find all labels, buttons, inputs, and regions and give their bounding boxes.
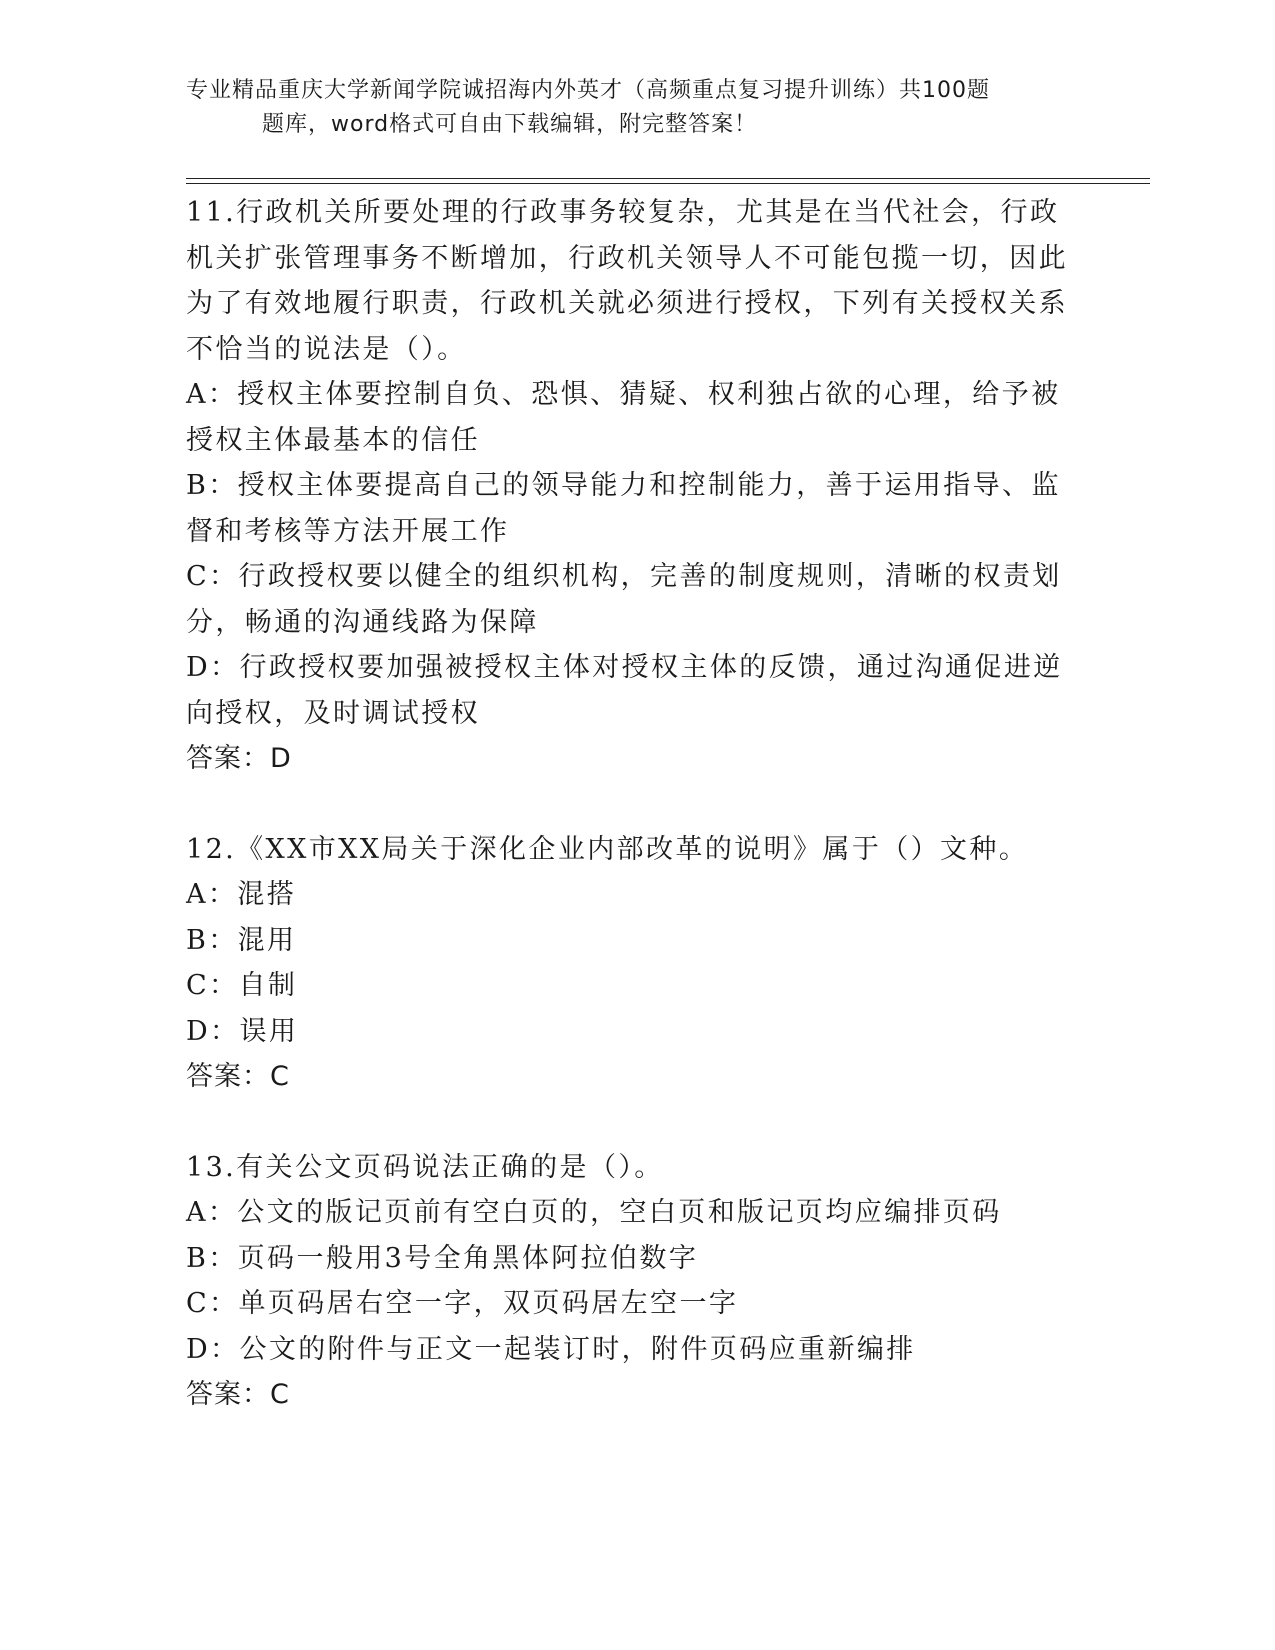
- answer: 答案：C: [186, 1061, 290, 1092]
- option-a: A：混搭: [186, 879, 297, 910]
- option-c: C：行政授权要以健全的组织机构，完善的制度规则，清晰的权责划分，畅通的沟通线路为保障: [186, 561, 1062, 638]
- question-11: [186, 190, 1076, 782]
- question-13: [186, 1145, 1076, 1418]
- option-d: D：公文的附件与正文一起装订时，附件页码应重新编排: [186, 1333, 916, 1365]
- option-d: D：误用: [186, 1015, 299, 1047]
- option-a: A：公文的版记页前有空白页的，空白页和版记页均应编排页码: [186, 1197, 1002, 1228]
- answer: 答案：D: [186, 743, 292, 774]
- option-c: C：自制: [186, 970, 298, 1001]
- header-rule-bottom: [186, 183, 1150, 184]
- page-header: [186, 74, 1066, 142]
- option-c: C：单页码居右空一字，双页码居左空一字: [186, 1288, 739, 1319]
- option-b: B：授权主体要提高自己的领导能力和控制能力，善于运用指导、监督和考核等方法开展工作: [186, 470, 1061, 547]
- question-list: [186, 190, 1076, 1463]
- header-title-line2: 题库，word格式可自由下载编辑，附完整答案！: [262, 112, 758, 137]
- question-text: 13.有关公文页码说法正确的是（）。: [186, 1151, 664, 1183]
- header-title-line1: 专业精品重庆大学新闻学院诚招海内外英才（高频重点复习提升训练）共100题: [186, 78, 990, 103]
- question-text: 11.行政机关所要处理的行政事务较复杂，尤其是在当代社会，行政机关扩张管理事务不断增加，行政机关领导人不可能包揽一切，因此为了有效地履行职责，行政机关就必须进行授权，下列有关授权关系不恰当的说法是（）。: [186, 197, 1068, 365]
- question-12: [186, 827, 1076, 1100]
- answer: 答案：C: [186, 1379, 290, 1410]
- option-b: B：混用: [186, 924, 297, 956]
- header-rule-top: [186, 178, 1150, 179]
- option-a: A：授权主体要控制自负、恐惧、猜疑、权利独占欲的心理，给予被授权主体最基本的信任: [186, 379, 1061, 456]
- option-b: B：页码一般用3号全角黑体阿拉伯数字: [186, 1242, 699, 1274]
- question-text: 12.《XX市XX局关于深化企业内部改革的说明》属于（）文种。: [186, 833, 1029, 865]
- option-d: D：行政授权要加强被授权主体对授权主体的反馈，通过沟通促进逆向授权，及时调试授权: [186, 652, 1063, 729]
